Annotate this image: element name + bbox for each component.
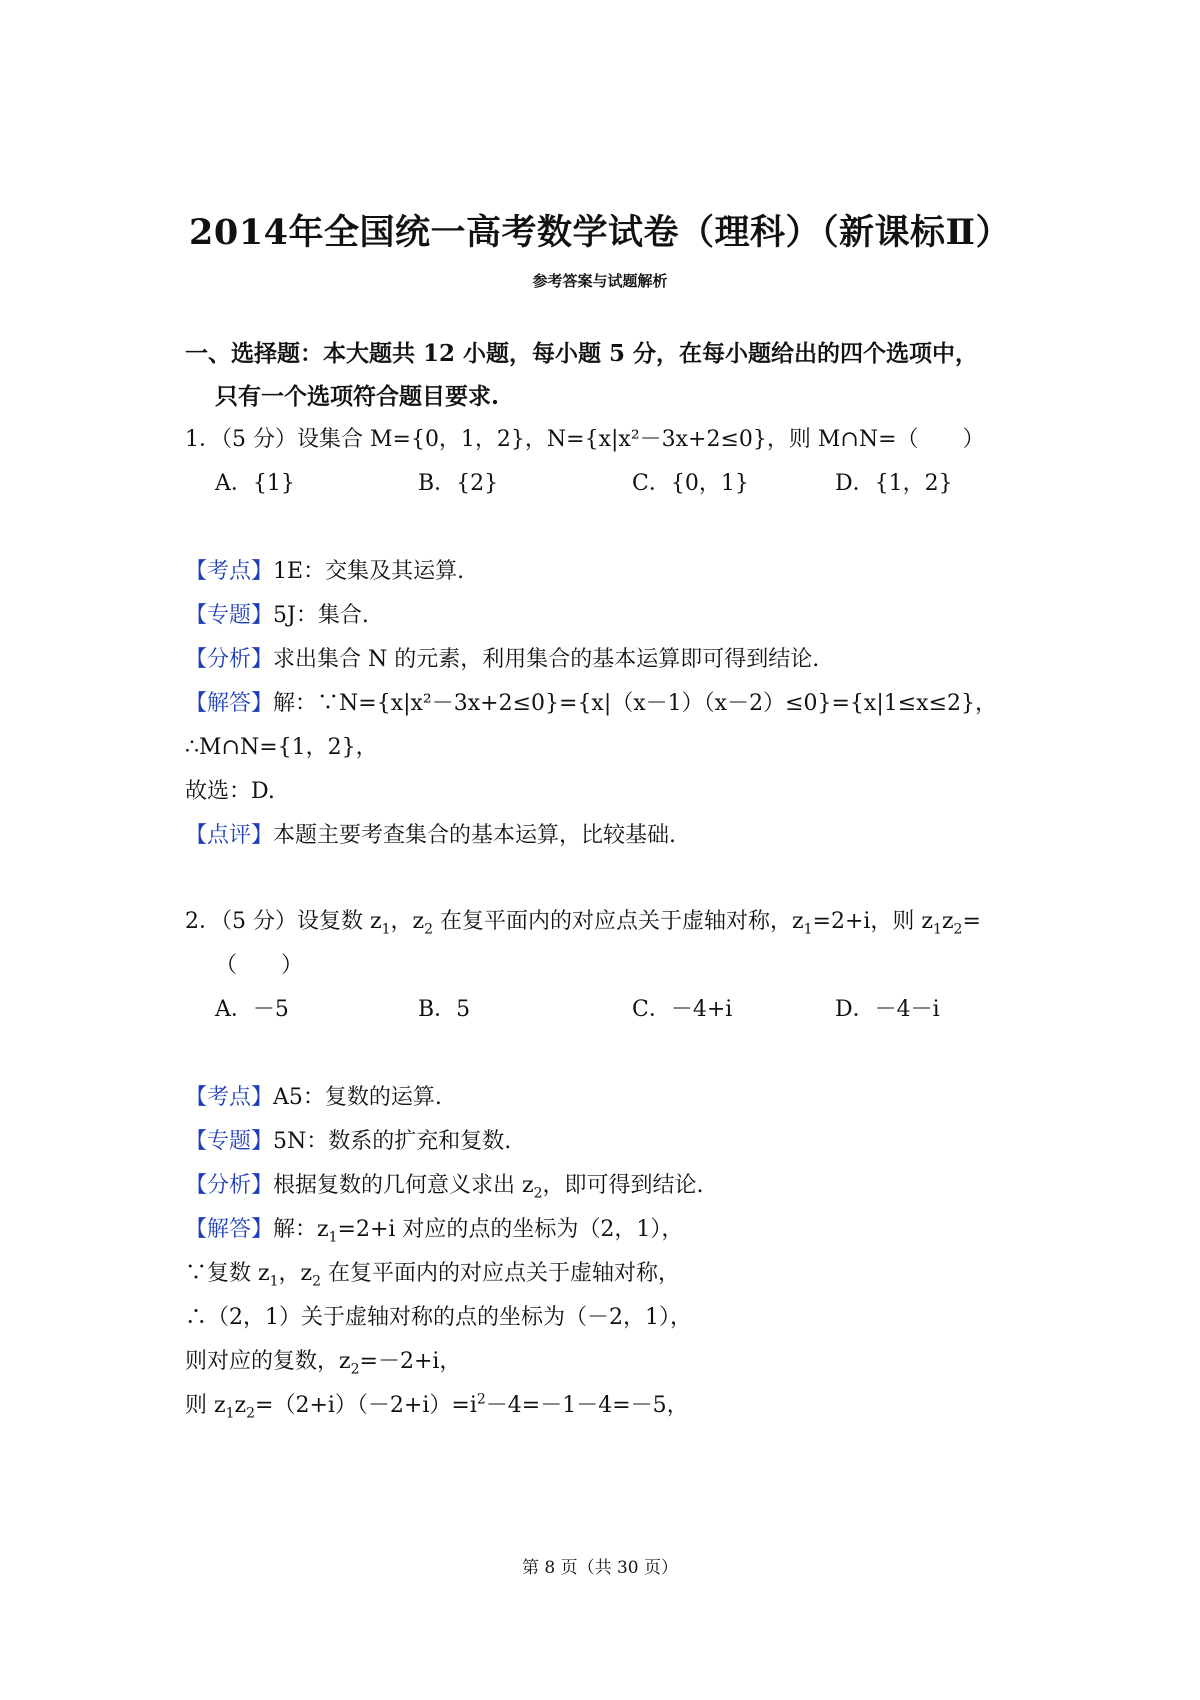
q1-dianping-tag: 【点评】 xyxy=(185,823,274,848)
q2-line-sub: 2 xyxy=(246,1405,256,1422)
q1-zhuanti-text: 5J：集合. xyxy=(273,603,369,628)
q2-line-part: =（2+i）（－2+i）=i xyxy=(255,1393,477,1418)
q2-option-a: A．－5 xyxy=(215,997,289,1022)
q2-line-part: ∵复数 z xyxy=(185,1261,270,1286)
q2-option-b: B．5 xyxy=(418,997,471,1022)
q2-jieda-sub: 1 xyxy=(328,1229,338,1246)
q1-fenxi-text: 求出集合 N 的元素，利用集合的基本运算即可得到结论. xyxy=(273,647,820,672)
q2-line-sub: 2 xyxy=(312,1273,322,1290)
q2-zhuanti-tag: 【专题】 xyxy=(185,1129,274,1154)
q1-option-a: A．{1} xyxy=(215,471,295,496)
q1-dianping xyxy=(185,818,676,849)
q2-stem-part: ，z xyxy=(390,909,425,934)
q2-stem-part: =2+i，则 z xyxy=(812,909,934,934)
q2-jieda-line4 xyxy=(185,1344,461,1377)
q1-dianping-text: 本题主要考查集合的基本运算，比较基础. xyxy=(273,823,677,848)
q2-zhuanti-text: 5N：数系的扩充和复数. xyxy=(273,1129,512,1154)
q2-fenxi-sub: 2 xyxy=(533,1185,543,1202)
q2-jieda-line3: ∴（2，1）关于虚轴对称的点的坐标为（－2，1）， xyxy=(185,1305,692,1330)
q1-fenxi-tag: 【分析】 xyxy=(185,647,274,672)
q2-fenxi-text: ，即可得到结论. xyxy=(542,1173,704,1198)
q1-option-c: C．{0，1} xyxy=(632,471,749,496)
q2-line-part: －4=－1－4=－5， xyxy=(485,1393,689,1418)
q1-jieda-line2: ∴M∩N={1，2}， xyxy=(185,735,378,760)
section-heading-line1: 一、选择题：本大题共 12 小题，每小题 5 分，在每小题给出的四个选项中， xyxy=(185,340,979,367)
q2-stem-part: 在复平面内的对应点关于虚轴对称，z xyxy=(433,909,804,934)
q2-kaodian xyxy=(185,1080,442,1111)
q2-jieda-line2 xyxy=(185,1256,680,1289)
q1-kaodian xyxy=(185,554,464,585)
q1-option-b: B．{2} xyxy=(418,471,499,496)
q2-fenxi xyxy=(185,1168,704,1201)
q2-fenxi-text: 根据复数的几何意义求出 z xyxy=(273,1173,534,1198)
q2-stem-sub: 2 xyxy=(424,921,434,938)
q2-line-part: z xyxy=(234,1393,247,1418)
section-heading-line2: 只有一个选项符合题目要求. xyxy=(215,383,500,410)
q1-zhuanti-tag: 【专题】 xyxy=(185,603,274,628)
page-footer: 第 8 页（共 30 页） xyxy=(521,1558,679,1578)
q2-stem xyxy=(185,904,981,937)
page-subtitle: 参考答案与试题解析 xyxy=(532,272,668,290)
q2-option-d: D．－4－i xyxy=(835,997,940,1022)
q1-kaodian-tag: 【考点】 xyxy=(185,559,274,584)
q2-stem-part: z xyxy=(941,909,954,934)
q1-jieda-line3: 故选：D. xyxy=(185,779,275,804)
q2-jieda-tag: 【解答】 xyxy=(185,1217,274,1242)
q2-line-sub: 1 xyxy=(269,1273,279,1290)
q1-kaodian-text: 1E：交集及其运算. xyxy=(273,559,465,584)
q2-stem-sub: 1 xyxy=(803,921,813,938)
q2-stem-sub: 2 xyxy=(953,921,963,938)
q2-kaodian-text: A5：复数的运算. xyxy=(273,1085,442,1110)
q2-jieda-text: =2+i 对应的点的坐标为（2，1）， xyxy=(337,1217,684,1242)
q1-stem: 1．（5 分）设集合 M={0，1，2}，N={x|x²－3x+2≤0}，则 M∩N=（ ） xyxy=(185,427,985,452)
q2-line-part: 则 z xyxy=(185,1393,226,1418)
q2-kaodian-tag: 【考点】 xyxy=(185,1085,274,1110)
q2-stem-part: 2．（5 分）设复数 z xyxy=(185,909,382,934)
q2-zhuanti xyxy=(185,1124,511,1155)
q2-stem-part: = xyxy=(962,909,981,934)
page-title: 2014年全国统一高考数学试卷（理科）（新课标Ⅱ） xyxy=(189,212,1011,253)
q2-line-sub: 2 xyxy=(350,1361,360,1378)
q2-line-sub: 1 xyxy=(225,1405,235,1422)
q2-jieda-text: 解：z xyxy=(273,1217,329,1242)
q2-option-c: C．－4+i xyxy=(632,997,733,1022)
q1-jieda-tag: 【解答】 xyxy=(185,691,274,716)
q1-zhuanti xyxy=(185,598,369,629)
q2-line-part: 在复平面内的对应点关于虚轴对称， xyxy=(321,1261,681,1286)
q2-jieda-line5 xyxy=(185,1388,689,1421)
q1-jieda xyxy=(185,686,997,717)
q2-line-part: =－2+i， xyxy=(359,1349,462,1374)
q1-option-d: D．{1，2} xyxy=(835,471,953,496)
q2-fenxi-tag: 【分析】 xyxy=(185,1173,274,1198)
q2-answer-paren: （ ） xyxy=(215,953,304,978)
q2-stem-sub: 1 xyxy=(381,921,391,938)
q2-stem-sub: 1 xyxy=(933,921,942,938)
q2-line-part: ，z xyxy=(278,1261,313,1286)
q2-line-part: 则对应的复数，z xyxy=(185,1349,351,1374)
q1-fenxi xyxy=(185,642,819,673)
q1-jieda-text: 解：∵N={x|x²－3x+2≤0}={x|（x－1）（x－2）≤0}={x|1≤x≤2}， xyxy=(273,691,998,716)
q2-jieda xyxy=(185,1212,683,1245)
q2-line-sup: 2 xyxy=(476,1391,486,1408)
